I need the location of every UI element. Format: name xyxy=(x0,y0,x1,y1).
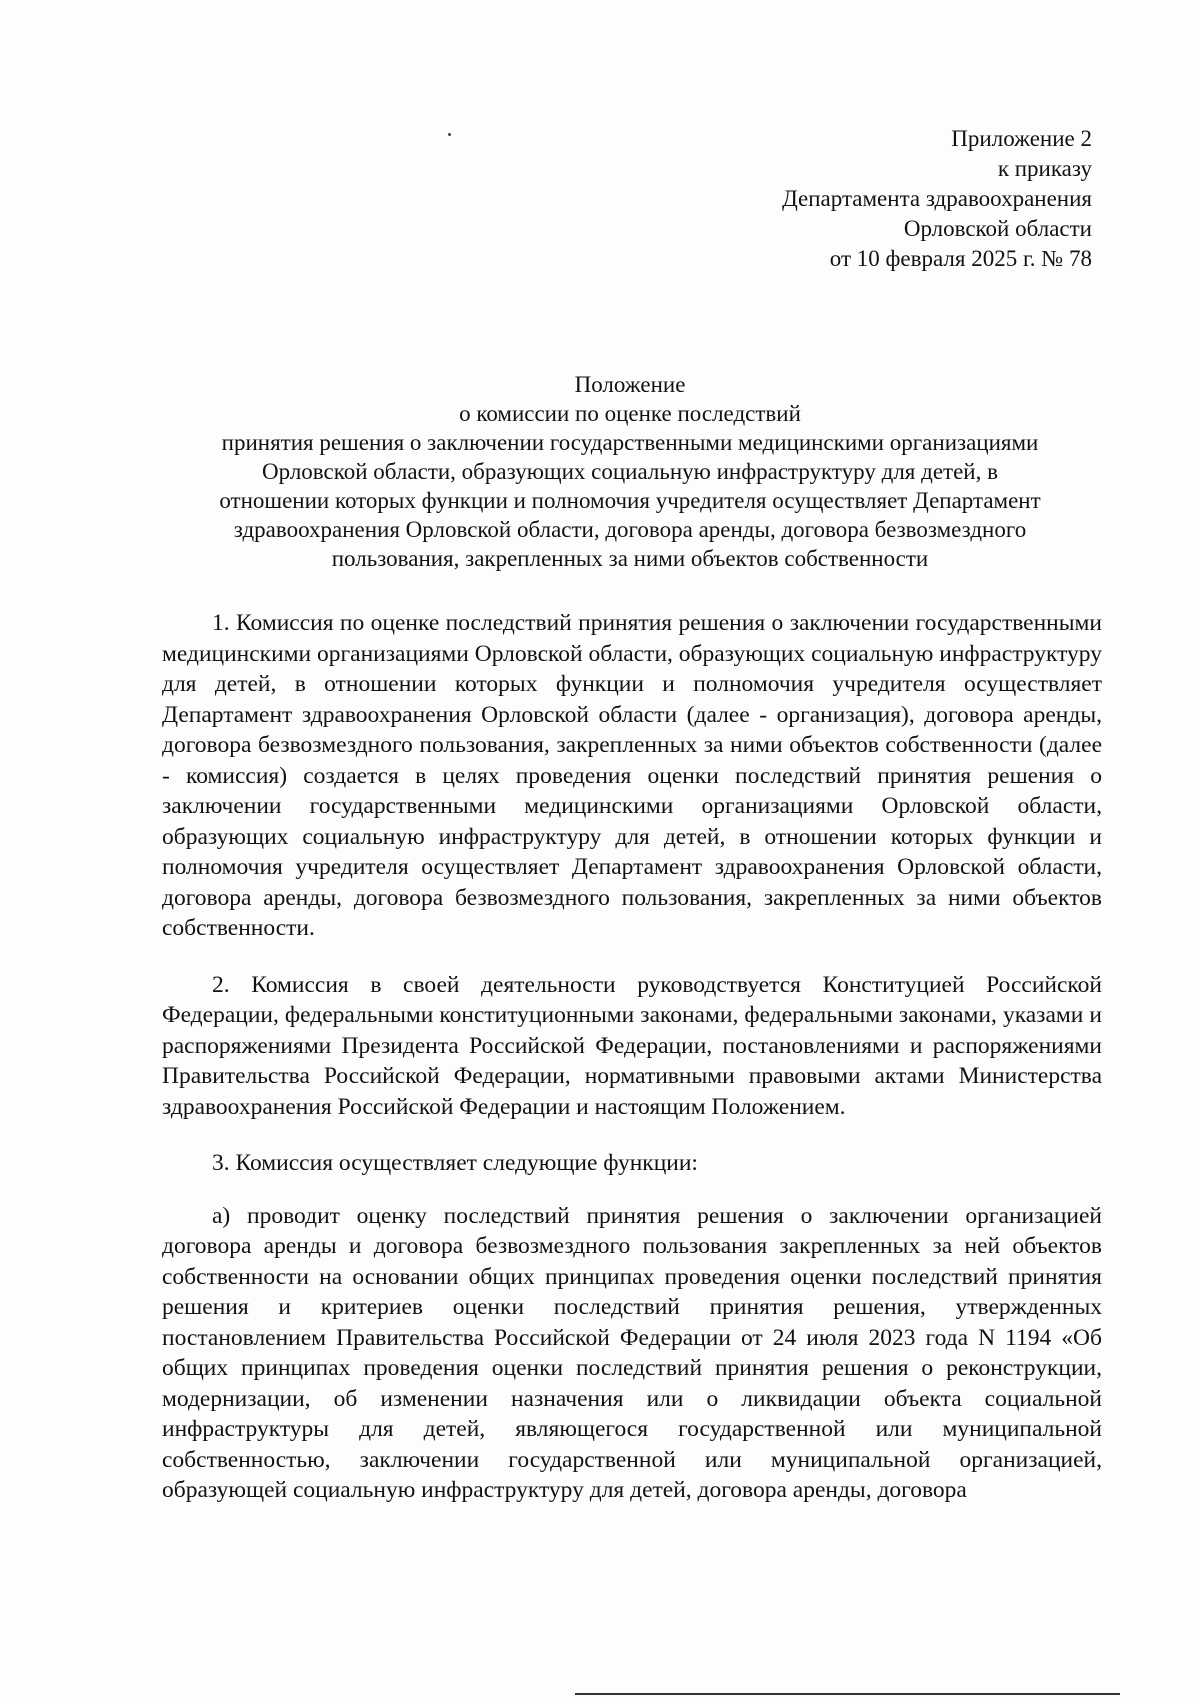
annex-line: Приложение 2 xyxy=(951,126,1092,151)
scan-speck xyxy=(448,133,451,136)
paragraph-3: 3. Комиссия осуществляет следующие функции: xyxy=(212,1150,698,1176)
document-body xyxy=(162,608,1102,1532)
page-edge-line xyxy=(575,1693,1120,1695)
document-title xyxy=(150,370,1110,573)
paragraph-4: а) проводит оценку последствий принятия решения о заключении организацией договора аренды и договора безвозмездного пользования закрепленных за ней объектов собственности на основании общих принципах проведения оценки последствий принятия решения и критериев оценки последствий принятия решения, утвержденных постановлением Правительства Российской Федерации от 24 июля 2023 года N 1194 «Об общих принципах проведения оценки последствий принятия решения о реконструкции, модернизации, об изменении назначения или о ликвидации объекта социальной инфраструктуры для детей, являющегося государственной или муниципальной собственностью, заключении государственной или муниципальной организацией, образующей социальную инфраструктуру для детей, договора аренды, договора xyxy=(162,1202,1102,1503)
title-line: пользования, закрепленных за ними объектов собственности xyxy=(331,546,929,571)
paragraph-1: 1. Комиссия по оценке последствий принятия решения о заключении государственными медицинскими организациями Орловской области, образующих социальную инфраструктуру для детей, в отношении которых функции и полномочия учредителя осуществляет Департамент здравоохранения Орловской области (далее - организация), договора аренды, договора безвозмездного пользования, закрепленных за ними объектов собственности (далее - комиссия) создается в целях проведения оценки последствий принятия решения о заключении государственными медицинскими организациями Орловской области, образующих социальную инфраструктуру для детей, в отношении которых функции и полномочия учредителя осуществляет Департамент здравоохранения Орловской области, договора аренды, договора безвозмездного пользования, закрепленных за ними объектов собственности. xyxy=(162,610,1102,941)
title-line: Орловской области, образующих социальную инфраструктуру для детей, в xyxy=(262,459,998,484)
annex-line: от 10 февраля 2025 г. № 78 xyxy=(829,246,1092,271)
title-line: принятия решения о заключении государственными медицинскими организациями xyxy=(221,430,1039,455)
annex-line: Орловской области xyxy=(903,216,1092,241)
paragraph-2: 2. Комиссия в своей деятельности руководствуется Конституцией Российской Федерации, федеральными конституционными законами, федеральными законами, указами и распоряжениями Президента Российской Федерации, постановлениями и распоряжениями Правительства Российской Федерации, нормативными правовыми актами Министерства здравоохранения Российской Федерации и настоящим Положением. xyxy=(162,971,1102,1120)
title-line: о комиссии по оценке последствий xyxy=(459,401,801,426)
title-line: отношении которых функции и полномочия учредителя осуществляет Департамент xyxy=(219,488,1041,513)
title-line: здравоохранения Орловской области, договора аренды, договора безвозмездного xyxy=(233,517,1027,542)
title-line: Положение xyxy=(574,372,686,397)
annex-line: к приказу xyxy=(997,156,1092,181)
annex-block xyxy=(532,124,1092,274)
annex-line: Департамента здравоохранения xyxy=(782,186,1092,211)
